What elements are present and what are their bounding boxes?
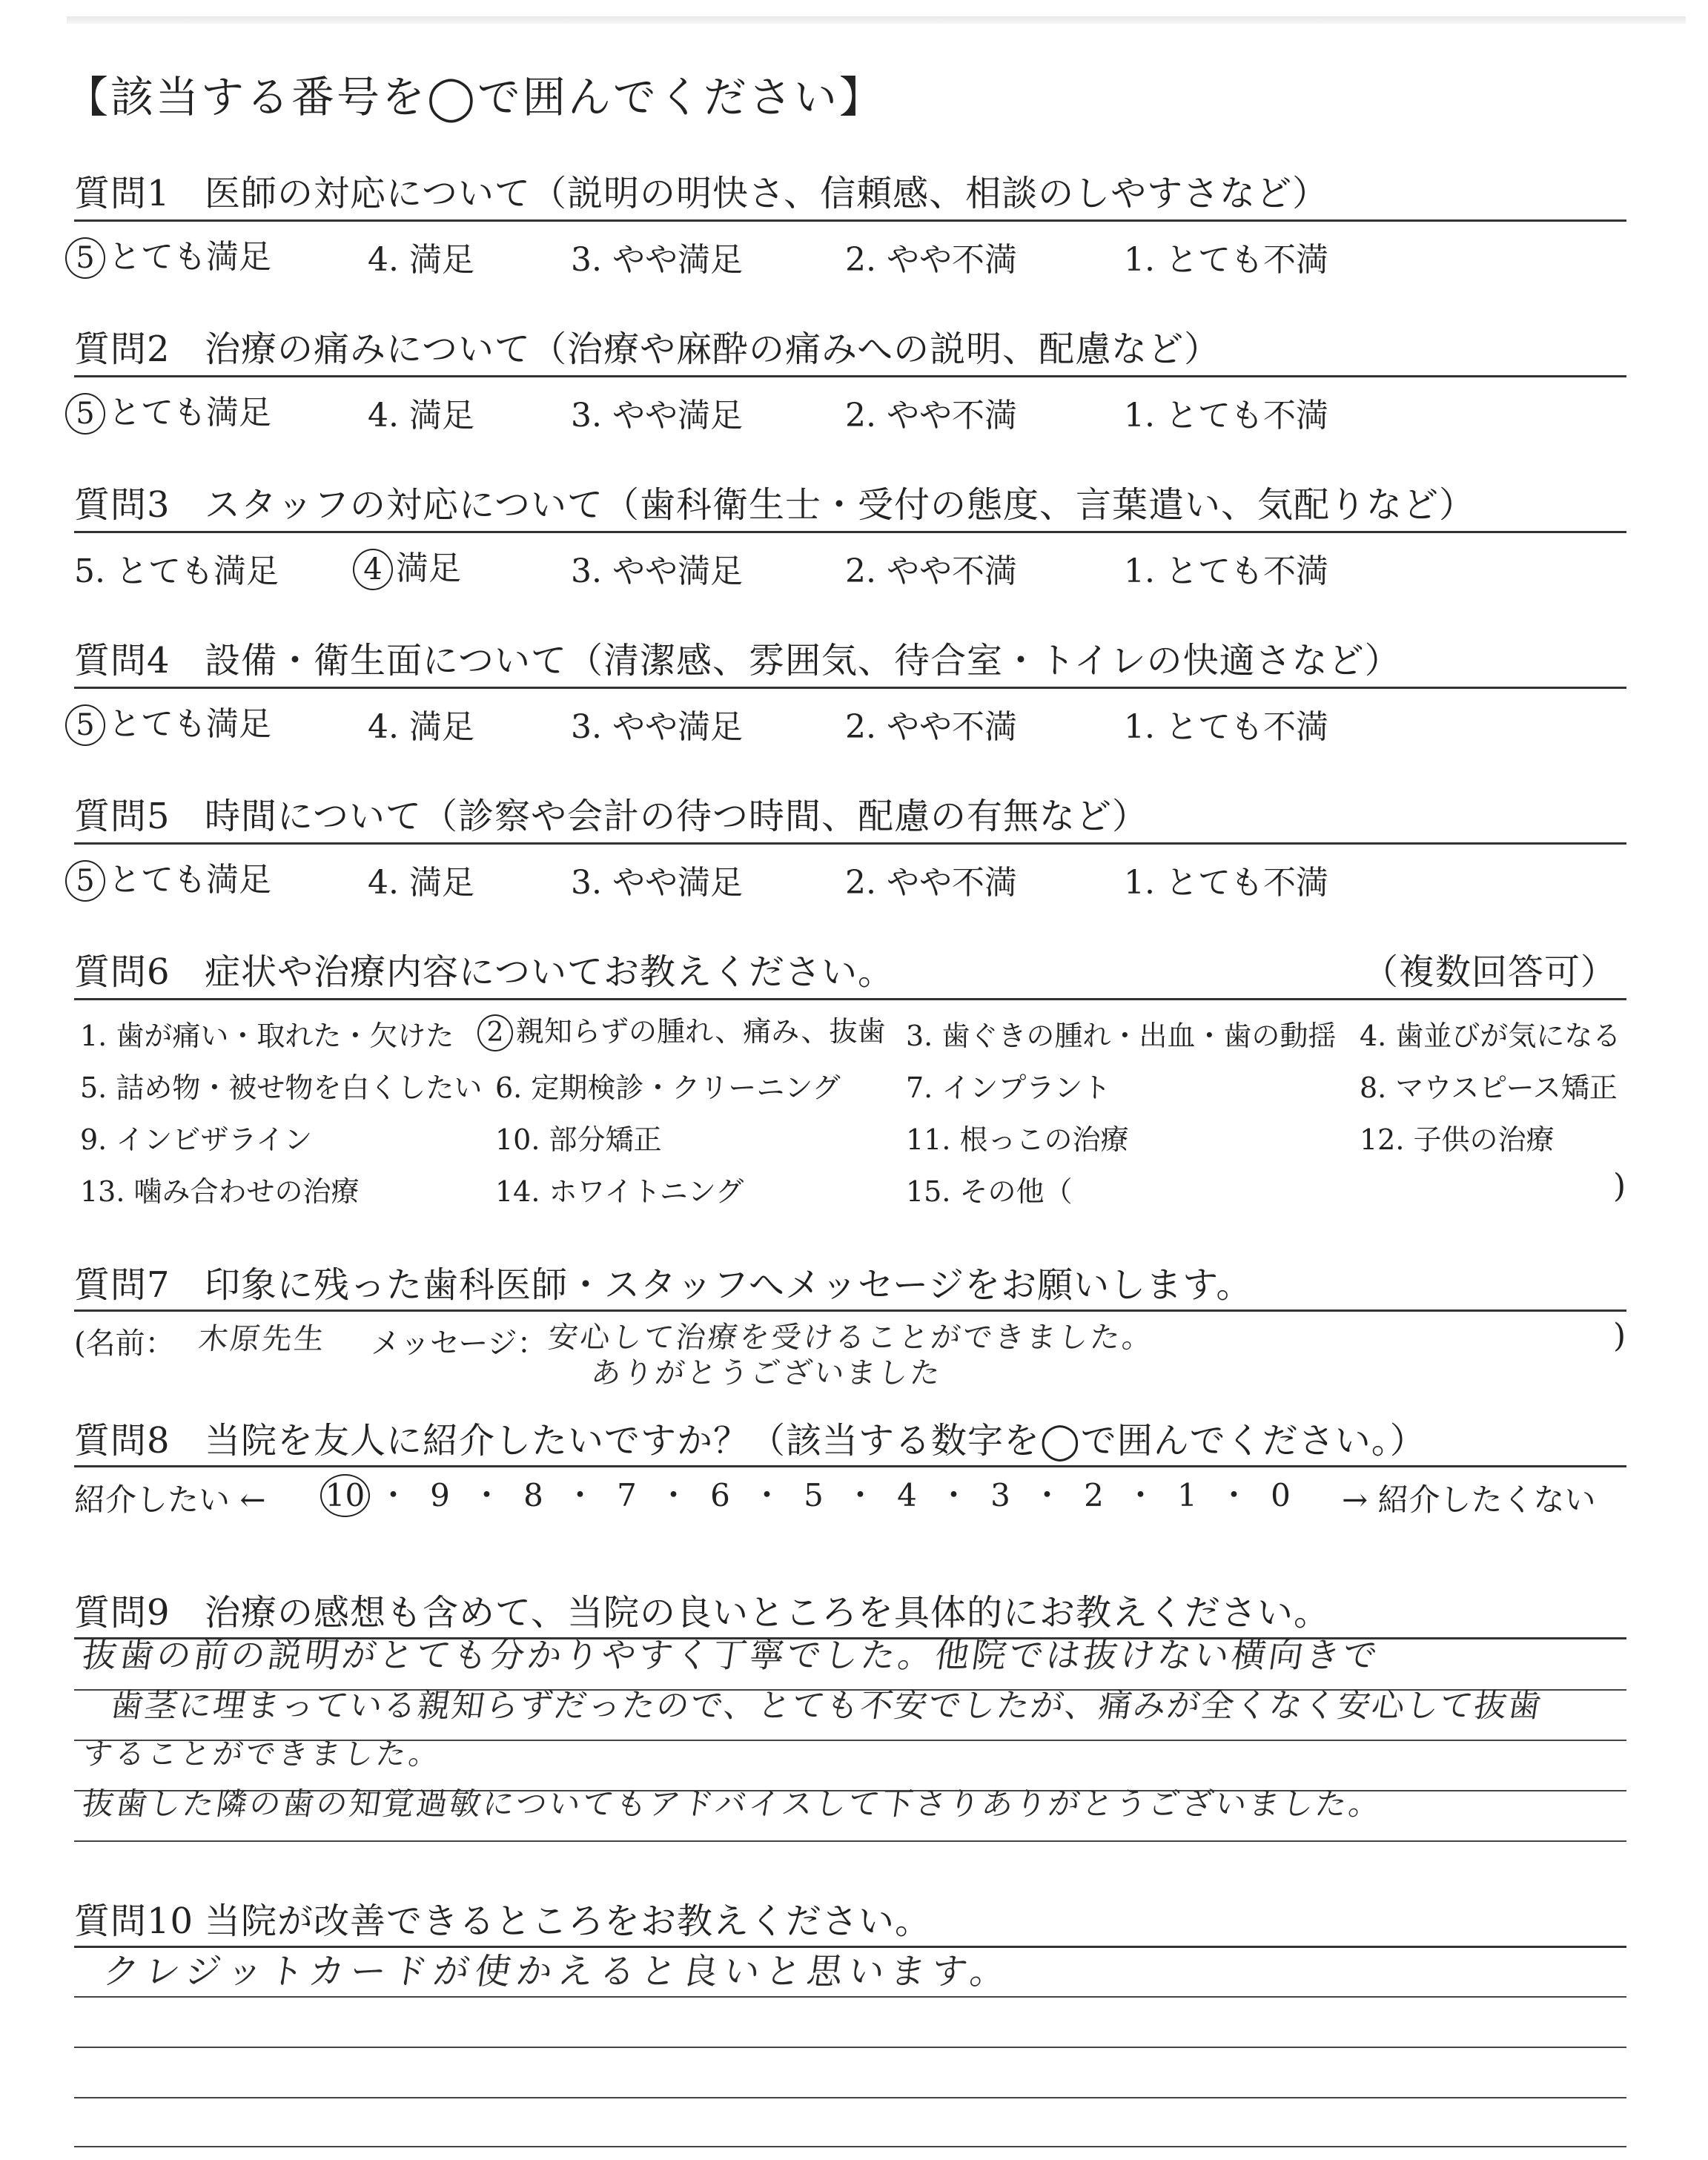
q5-option-3[interactable]: 3. やや満足 bbox=[571, 864, 743, 902]
q5-text: 時間について（診察や会計の待つ時間、配慮の有無など） bbox=[205, 796, 1149, 837]
q4-opt5-label: とても満足 bbox=[108, 705, 271, 743]
q5-selected-circle: 5 bbox=[65, 860, 105, 902]
q3-option-4[interactable] bbox=[359, 541, 461, 590]
q8-left-label: 紹介したい ← bbox=[74, 1482, 266, 1518]
q5-rule bbox=[74, 842, 1626, 845]
q1-option-5[interactable] bbox=[71, 230, 271, 279]
q8-scale-option-4[interactable]: 4 bbox=[897, 1477, 917, 1513]
q1-option-1[interactable]: 1. とても不満 bbox=[1124, 241, 1328, 279]
q10-rule-3 bbox=[74, 2047, 1626, 2048]
q3-text: スタッフの対応について（歯科衛生士・受付の態度、言葉遣い、気配りなど） bbox=[205, 484, 1476, 526]
q8-scale-option-7[interactable]: 7 bbox=[617, 1477, 637, 1513]
question-2 bbox=[74, 320, 1220, 371]
q6-choice-5[interactable]: 5. 詰め物・被せ物を白くしたい bbox=[80, 1071, 483, 1104]
q8-scale-separator: ・ bbox=[938, 1477, 970, 1513]
q3-number: 質問3 bbox=[74, 484, 171, 526]
q6-choice-14[interactable]: 14. ホワイトニング bbox=[495, 1175, 744, 1208]
q2-number: 質問2 bbox=[74, 328, 171, 370]
question-1 bbox=[74, 165, 1328, 216]
q8-scale-separator: ・ bbox=[564, 1477, 596, 1513]
q6-choice-2-label: 親知らずの腫れ、痛み、抜歯 bbox=[516, 1015, 886, 1048]
q8-scale-option-9[interactable]: 9 bbox=[430, 1477, 450, 1513]
q1-text: 医師の対応について（説明の明快さ、信頼感、相談のしやすさなど） bbox=[205, 173, 1329, 214]
q1-number: 質問1 bbox=[74, 173, 171, 214]
question-4 bbox=[74, 632, 1401, 683]
q8-scale-option-1[interactable]: 1 bbox=[1177, 1477, 1197, 1513]
q6-multi-note: （複数回答可） bbox=[1363, 951, 1618, 993]
q6-choice-10[interactable]: 10. 部分矯正 bbox=[495, 1123, 662, 1156]
q2-option-1[interactable]: 1. とても不満 bbox=[1124, 397, 1328, 435]
q6-choice-12[interactable]: 12. 子供の治療 bbox=[1360, 1123, 1555, 1156]
q8-number: 質問8 bbox=[74, 1420, 171, 1462]
q3-opt4-label: 満足 bbox=[396, 549, 461, 587]
q5-option-4[interactable]: 4. 満足 bbox=[368, 864, 474, 902]
q8-rule bbox=[74, 1465, 1626, 1467]
q3-rule bbox=[74, 531, 1626, 533]
q4-option-2[interactable]: 2. やや不満 bbox=[845, 708, 1017, 746]
q10-text: 当院が改善できるところをお教えください。 bbox=[205, 1900, 932, 1942]
q5-opt5-label: とても満足 bbox=[108, 861, 271, 899]
q8-scale-option-2[interactable]: 2 bbox=[1084, 1477, 1104, 1513]
form-title: 【該当する番号を◯で囲んでください】 bbox=[65, 72, 884, 122]
q8-text: 当院を友人に紹介したいですか？（該当する数字を◯で囲んでください。） bbox=[205, 1420, 1426, 1462]
q4-selected-circle: 5 bbox=[65, 704, 105, 746]
q8-scale-option-0[interactable]: 0 bbox=[1271, 1477, 1291, 1513]
q8-scale-option-6[interactable]: 6 bbox=[710, 1477, 730, 1513]
q8-scale-separator: ・ bbox=[751, 1477, 783, 1513]
q7-text: 印象に残った歯科医師・スタッフへメッセージをお願いします。 bbox=[205, 1264, 1253, 1306]
q2-opt5-label: とても満足 bbox=[108, 394, 271, 432]
q3-option-2[interactable]: 2. やや不満 bbox=[845, 552, 1017, 590]
q2-rule bbox=[74, 375, 1626, 377]
q8-scale-separator: ・ bbox=[658, 1477, 689, 1513]
q3-option-3[interactable]: 3. やや満足 bbox=[571, 552, 743, 590]
q1-option-2[interactable]: 2. やや不満 bbox=[845, 241, 1017, 279]
q6-choice-13[interactable]: 13. 噛み合わせの治療 bbox=[80, 1175, 360, 1208]
q6-rule bbox=[74, 998, 1626, 1000]
q8-scale-separator: ・ bbox=[1218, 1477, 1250, 1513]
q8-scale bbox=[320, 1471, 1304, 1517]
q2-option-5[interactable] bbox=[71, 386, 271, 435]
q4-number: 質問4 bbox=[74, 640, 171, 681]
q1-opt5-label: とても満足 bbox=[108, 238, 271, 276]
q4-option-1[interactable]: 1. とても不満 bbox=[1124, 708, 1328, 746]
q2-option-4[interactable]: 4. 満足 bbox=[368, 397, 474, 435]
q2-text: 治療の痛みについて（治療や麻酔の痛みへの説明、配慮など） bbox=[205, 328, 1221, 370]
q8-scale-separator: ・ bbox=[1125, 1477, 1156, 1513]
q1-rule bbox=[74, 219, 1626, 222]
q10-rule-4 bbox=[74, 2097, 1626, 2098]
q6-choice-7[interactable]: 7. インプラント bbox=[906, 1071, 1111, 1104]
q7-message-label: メッセージ： bbox=[371, 1327, 547, 1361]
q8-scale-option-10[interactable]: 10 bbox=[320, 1474, 370, 1517]
q6-text: 症状や治療内容についてお教えください。 bbox=[205, 951, 895, 993]
question-9 bbox=[74, 1584, 1330, 1635]
question-7 bbox=[74, 1256, 1252, 1307]
q2-option-3[interactable]: 3. やや満足 bbox=[571, 397, 743, 435]
q8-right-label: → 紹介したくない bbox=[1342, 1482, 1596, 1518]
q7-message-line-1[interactable]: 安心して治療を受けることができました。 bbox=[546, 1321, 1156, 1355]
q1-option-3[interactable]: 3. やや満足 bbox=[571, 241, 743, 279]
q8-scale-option-3[interactable]: 3 bbox=[990, 1477, 1010, 1513]
q8-scale-separator: ・ bbox=[1031, 1477, 1063, 1513]
q5-option-1[interactable]: 1. とても不満 bbox=[1124, 864, 1328, 902]
q8-scale-separator: ・ bbox=[471, 1477, 503, 1513]
question-6 bbox=[74, 943, 894, 994]
q7-name-label: (名前： bbox=[74, 1327, 175, 1361]
q9-answer-line-4[interactable]: 抜歯した隣の歯の知覚過敏についてもアドバイスして下さりありがとうございました。 bbox=[80, 1786, 1385, 1822]
q6-choice-3[interactable]: 3. 歯ぐきの腫れ・出血・歯の動揺 bbox=[906, 1020, 1337, 1052]
q10-rule-5 bbox=[74, 2146, 1626, 2147]
q9-text: 治療の感想も含めて、当院の良いところを具体的にお教えください。 bbox=[205, 1592, 1331, 1634]
q7-name-value[interactable]: 木原先生 bbox=[196, 1322, 328, 1356]
q4-option-5[interactable] bbox=[71, 697, 271, 746]
q6-choice-11[interactable]: 11. 根っこの治療 bbox=[906, 1123, 1129, 1156]
q9-answer-line-1[interactable]: 抜歯の前の説明がとても分かりやすく丁寧でした。他院では抜けない横向きで bbox=[79, 1635, 1383, 1675]
q6-other-close-paren: ) bbox=[1613, 1167, 1626, 1205]
q10-answer-line-1[interactable]: クレジットカードが使かえると良いと思います。 bbox=[100, 1951, 1015, 1992]
q7-message-line-2[interactable]: ありがとうございました bbox=[589, 1356, 944, 1390]
q7-number: 質問7 bbox=[74, 1264, 171, 1306]
q6-choice-2[interactable] bbox=[483, 1008, 886, 1051]
q7-rule bbox=[74, 1309, 1626, 1312]
q2-selected-circle: 5 bbox=[65, 393, 105, 435]
q5-option-2[interactable]: 2. やや不満 bbox=[845, 864, 1017, 902]
q6-choice-4[interactable]: 4. 歯並びが気になる bbox=[1360, 1020, 1621, 1052]
question-8 bbox=[74, 1412, 1426, 1463]
q9-answer-line-2[interactable]: 歯茎に埋まっている親知らずだったので、とても不安でしたが、痛みが全くなく安心して抜歯 bbox=[107, 1687, 1546, 1725]
q2-option-2[interactable]: 2. やや不満 bbox=[845, 397, 1017, 435]
q7-close-paren: ) bbox=[1613, 1317, 1626, 1355]
q5-option-5[interactable] bbox=[71, 853, 271, 902]
question-10 bbox=[74, 1892, 931, 1943]
q6-choice-8[interactable]: 8. マウスピース矯正 bbox=[1360, 1071, 1618, 1104]
q10-number: 質問10 bbox=[74, 1900, 194, 1942]
q6-choice-1[interactable]: 1. 歯が痛い・取れた・欠けた bbox=[80, 1020, 454, 1052]
question-5 bbox=[74, 787, 1148, 839]
q6-choice-15[interactable]: 15. その他（ bbox=[906, 1175, 1073, 1208]
q4-option-3[interactable]: 3. やや満足 bbox=[571, 708, 743, 746]
q8-scale-option-5[interactable]: 5 bbox=[804, 1477, 824, 1513]
q4-option-4[interactable]: 4. 満足 bbox=[368, 708, 474, 746]
q8-scale-separator: ・ bbox=[377, 1477, 409, 1513]
q10-rule-2 bbox=[74, 1996, 1626, 1998]
q9-rule-5 bbox=[74, 1840, 1626, 1842]
question-3 bbox=[74, 476, 1475, 527]
q1-selected-circle: 5 bbox=[65, 237, 105, 279]
q9-number: 質問9 bbox=[74, 1592, 171, 1634]
q4-text: 設備・衛生面について（清潔感、雰囲気、待合室・トイレの快適さなど） bbox=[205, 640, 1401, 681]
q1-option-4[interactable]: 4. 満足 bbox=[368, 241, 474, 279]
q8-scale-separator: ・ bbox=[844, 1477, 876, 1513]
q8-scale-option-8[interactable]: 8 bbox=[523, 1477, 543, 1513]
q6-number: 質問6 bbox=[74, 951, 171, 993]
q9-answer-line-3[interactable]: することができました。 bbox=[80, 1737, 444, 1771]
q5-number: 質問5 bbox=[74, 796, 171, 837]
q6-choice-6[interactable]: 6. 定期検診・クリーニング bbox=[495, 1071, 841, 1104]
q4-rule bbox=[74, 687, 1626, 689]
scan-top-edge bbox=[67, 16, 1686, 24]
q6-choice-9[interactable]: 9. インビザライン bbox=[80, 1123, 313, 1156]
q3-selected-circle: 4 bbox=[353, 549, 393, 590]
q3-option-1[interactable]: 1. とても不満 bbox=[1124, 552, 1328, 590]
q6-selected-circle: 2 bbox=[477, 1014, 513, 1051]
q3-option-5[interactable]: 5. とても満足 bbox=[74, 552, 279, 590]
